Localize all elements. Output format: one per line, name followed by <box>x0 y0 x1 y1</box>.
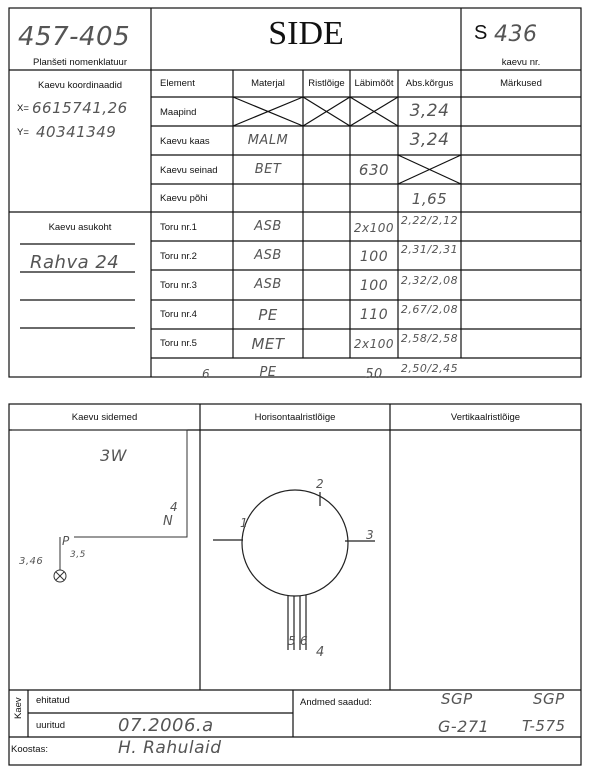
extra-row-number: 6 <box>202 367 211 381</box>
pipe-1-label: 1 <box>240 516 249 530</box>
location-label: Kaevu asukoht <box>48 222 112 233</box>
col-header-height: Abs.kõrgus <box>405 78 454 89</box>
col-header-material: Materjal <box>251 78 285 89</box>
row-element: Kaevu seinad <box>160 165 218 176</box>
pipe-2-label: 2 <box>316 477 325 491</box>
row-diameter: 630 <box>358 161 390 179</box>
row-material: MET <box>251 335 285 353</box>
row-height: 2,32/2,08 <box>400 274 459 287</box>
col-header-remarks: Märkused <box>500 78 542 89</box>
data-source-2: SGP <box>533 690 565 708</box>
row-element: Toru nr.2 <box>160 251 197 262</box>
author-value: H. Rahulaid <box>118 738 222 758</box>
row-material: MALM <box>247 133 289 148</box>
row-element: Kaevu põhi <box>160 193 208 204</box>
row-height: 3,24 <box>409 130 450 150</box>
row-diameter: 2x100 <box>353 337 395 351</box>
pipe-6-label: 6 <box>300 634 309 648</box>
pipe-5-label: 5 <box>288 634 297 648</box>
row-material: PE <box>258 306 278 324</box>
nomenclature-value: 457-405 <box>18 22 131 52</box>
pipe-3-label: 3 <box>366 528 375 542</box>
measured-label: uuritud <box>36 720 66 731</box>
x-value: 6615741,26 <box>32 99 128 117</box>
row-material: BET <box>254 162 282 177</box>
extra-row-material: PE <box>259 365 277 380</box>
extra-row-diameter: 50 <box>365 367 383 382</box>
row-diameter: 2x100 <box>353 221 395 235</box>
p-number: 3,5 <box>70 550 86 560</box>
n-label: N <box>163 514 174 529</box>
well-prefix: S <box>474 22 488 44</box>
well-label: kaevu nr. <box>501 57 541 68</box>
row-height: 2,22/2,12 <box>400 214 459 227</box>
row-diameter: 110 <box>359 307 389 323</box>
row-height: 3,24 <box>409 101 450 121</box>
page-title: SIDE <box>268 15 344 52</box>
row-element: Toru nr.3 <box>160 280 197 291</box>
row-diameter: 100 <box>359 249 389 265</box>
col-header-diameter: Läbimõõt <box>354 78 394 89</box>
row-element: Maapind <box>160 107 197 118</box>
row-material: ASB <box>254 277 282 292</box>
section-vertical: Vertikaalristlõige <box>450 412 521 423</box>
author-label: Koostas: <box>11 744 48 755</box>
section-connections: Kaevu sidemed <box>71 412 138 423</box>
row-height: 2,31/2,31 <box>400 243 459 256</box>
col-header-cross: Ristlõige <box>308 78 345 89</box>
row-height: 1,65 <box>411 190 448 208</box>
pipe-4-label: 4 <box>316 645 325 660</box>
p-label: P <box>62 534 70 548</box>
well-side-label: Kaev <box>13 697 24 719</box>
row-element: Kaevu kaas <box>160 136 210 147</box>
coordinates-label: Kaevu koordinaadid <box>38 80 122 91</box>
n-number: 4 <box>170 500 179 514</box>
data-source-4: T-575 <box>522 717 566 735</box>
elevation-label: 3,46 <box>19 556 44 567</box>
data-source-1: SGP <box>441 690 473 708</box>
data-source-label: Andmed saadud: <box>300 697 372 708</box>
y-value: 40341349 <box>36 123 117 141</box>
extra-row-height: 2,50/2,45 <box>400 362 459 375</box>
data-source-3: G-271 <box>438 717 490 736</box>
row-material: ASB <box>254 248 282 263</box>
built-label: ehitatud <box>36 695 70 706</box>
horizontal-section-drawing <box>213 490 375 650</box>
well-number: 436 <box>494 22 538 47</box>
col-header-element: Element <box>160 78 195 89</box>
row-height: 2,67/2,08 <box>400 303 459 316</box>
row-element: Toru nr.1 <box>160 222 197 233</box>
row-height: 2,58/2,58 <box>400 332 459 345</box>
row-element: Toru nr.5 <box>160 338 197 349</box>
section-horizontal: Horisontaalristlõige <box>254 412 336 423</box>
x-label: X= <box>17 103 29 114</box>
row-diameter: 100 <box>359 278 389 294</box>
measured-value: 07.2006.a <box>118 715 214 736</box>
location-value: Rahva 24 <box>30 252 120 273</box>
y-label: Y= <box>17 127 29 138</box>
row-element: Toru nr.4 <box>160 309 197 320</box>
building-label: 3W <box>100 446 127 465</box>
row-material: ASB <box>254 219 282 234</box>
nomenclature-label: Planšeti nomenklatuur <box>33 57 127 68</box>
